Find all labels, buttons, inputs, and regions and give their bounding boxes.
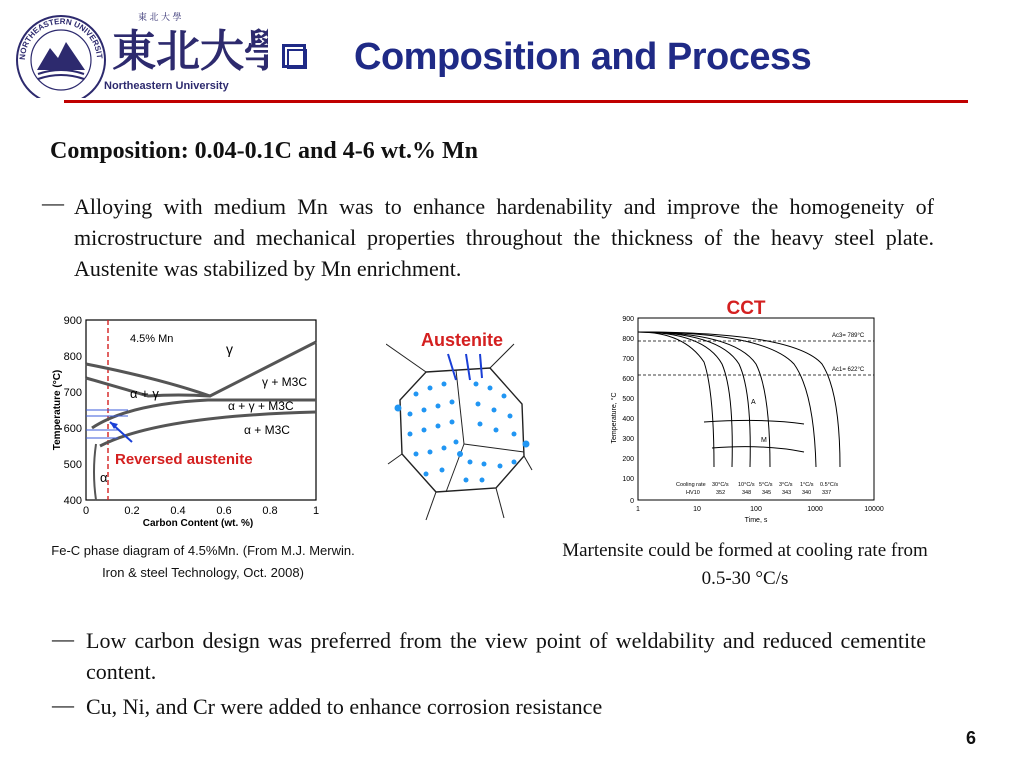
hardness-value: 352 — [716, 490, 726, 496]
y-tick: 600 — [622, 376, 634, 383]
region-alpha-m3c: α + M3C — [244, 423, 290, 437]
region-a: A — [751, 399, 756, 406]
x-tick: 0.4 — [170, 505, 186, 517]
hardness-value: 337 — [822, 490, 832, 496]
y-tick: 200 — [622, 456, 634, 463]
cooling-rate-label: Cooling rate — [676, 482, 706, 488]
region-alpha: α — [100, 470, 108, 485]
title-divider — [64, 100, 968, 103]
x-tick: 0.8 — [262, 505, 278, 517]
bullet-dash-icon: — — [52, 692, 74, 717]
x-tick: 100 — [750, 506, 762, 513]
y-tick: 800 — [63, 351, 82, 363]
y-tick: 600 — [63, 423, 82, 435]
phase-diagram — [48, 312, 328, 532]
x-tick: 0.6 — [216, 505, 232, 517]
y-tick: 400 — [63, 495, 82, 507]
x-tick: 0 — [82, 505, 90, 517]
page-title: Composition and Process — [354, 36, 812, 78]
rate-label: 3°C/s — [779, 482, 793, 488]
hardness-value: 343 — [782, 490, 792, 496]
hv-label: HV10 — [686, 490, 700, 496]
hardness-value: 348 — [742, 490, 752, 496]
austenite-label: Austenite — [420, 330, 504, 350]
rate-label: 1°C/s — [800, 482, 814, 488]
svg-text:東北大學: 東北大學 — [112, 27, 268, 76]
region-gamma-m3c: γ + M3C — [262, 375, 308, 389]
x-tick: 1 — [312, 505, 320, 517]
y-tick: 400 — [622, 416, 634, 423]
y-tick: 900 — [622, 316, 634, 323]
y-tick: 0 — [630, 498, 634, 505]
bullet-dash-icon: — — [52, 626, 74, 651]
y-tick: 900 — [63, 315, 82, 327]
y-tick: 500 — [622, 396, 634, 403]
reversed-austenite-label: Reversed austenite — [115, 451, 253, 468]
region-gamma: γ — [226, 341, 233, 357]
page-number: 6 — [966, 728, 977, 748]
x-axis-label: Time, s — [744, 517, 768, 524]
cct-caption: Martensite could be formed at cooling rate from 0.5-30 °C/s — [562, 540, 928, 589]
phase-diagram-caption: Fe-C phase diagram of 4.5%Mn. (From M.J. Merwin. Iron & steel Technology, Oct. 2008) — [51, 543, 355, 580]
hardness-value: 345 — [762, 490, 772, 496]
region-alpha-gamma-m3c: α + γ + M3C — [228, 399, 294, 413]
x-tick: 1 — [636, 506, 640, 513]
x-tick: 1000 — [807, 506, 823, 513]
y-axis-label: Temperature (°C) — [52, 369, 63, 451]
x-tick: 10000 — [864, 506, 884, 513]
region-alpha-gamma: α + γ — [130, 386, 159, 401]
region-m: M — [761, 437, 767, 444]
rate-label: 0.5°C/s — [820, 482, 839, 488]
y-tick: 800 — [622, 336, 634, 343]
x-axis-label: Carbon Content (wt. %) — [142, 518, 254, 529]
cct-title: CCT — [726, 298, 766, 319]
svg-text:NORTHEASTERN UNIVERSITY 1923: NORTHEASTERN UNIVERSIT — [17, 16, 105, 61]
cct-diagram — [604, 292, 894, 528]
composition-heading: Composition: 0.04-0.1C and 4-6 wt.% Mn — [50, 138, 479, 164]
x-tick: 10 — [693, 506, 701, 513]
y-tick: 500 — [63, 459, 82, 471]
x-tick: 0.2 — [124, 505, 140, 517]
university-name: Northeastern University — [104, 80, 229, 92]
cu-ni-cr-bullet: Cu, Ni, and Cr were added to enhance corrosion resistance — [86, 694, 603, 719]
y-tick: 300 — [622, 436, 634, 443]
ac1-label: Ac1= 622°C — [832, 367, 865, 373]
alloying-paragraph: Alloying with medium Mn was to enhance hardenability and improve the homogeneity of microstructure and mechanical properties throughout the thickness of the heavy steel plate. Austenite was stabilized by Mn enrichment. — [74, 194, 934, 281]
y-tick: 700 — [622, 356, 634, 363]
low-carbon-bullet: Low carbon design was preferred from the view point of weldability and reduced cementite content. — [86, 628, 926, 684]
rate-label: 30°C/s — [712, 482, 729, 488]
austenite-grain-figure — [386, 324, 536, 524]
rate-label: 10°C/s — [738, 482, 755, 488]
y-axis-label: Temperature, °C — [611, 392, 618, 444]
svg-text:東 北 大 學: 東 北 大 學 — [138, 12, 182, 22]
ac3-label: Ac3= 789°C — [832, 333, 865, 339]
bullet-dash-icon: — — [42, 190, 64, 215]
mn-label: 4.5% Mn — [130, 333, 174, 345]
y-tick: 700 — [63, 387, 82, 399]
y-tick: 100 — [622, 476, 634, 483]
rate-label: 5°C/s — [759, 482, 773, 488]
checkbox-bullet-icon — [282, 44, 306, 68]
hardness-value: 340 — [802, 490, 812, 496]
